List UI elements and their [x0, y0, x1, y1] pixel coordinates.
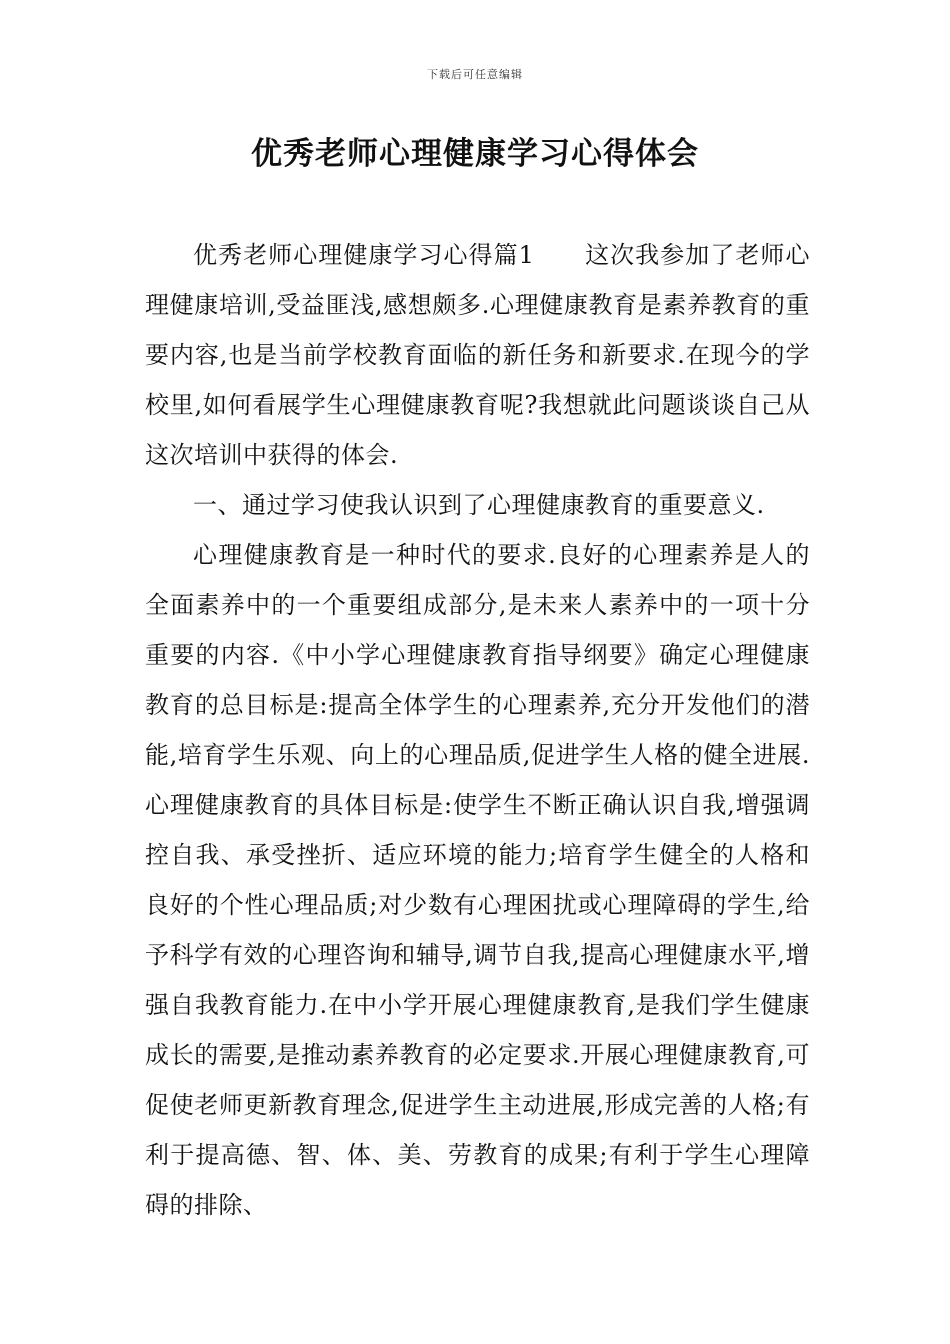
document-title: 优秀老师心理健康学习心得体会: [251, 136, 699, 172]
document-body: [145, 230, 810, 1230]
header-note: 下载后可任意编辑: [427, 68, 523, 81]
paragraph-section-heading: 一、通过学习使我认识到了心理健康教育的重要意义.: [193, 491, 765, 519]
paragraph-main: 心理健康教育是一种时代的要求.良好的心理素养是人的全面素养中的一个重要组成部分,是未来人素养中的一项十分重要的内容.《中小学心理健康教育指导纲要》确定心理健康教育的总目标是:提高全体学生的心理素养,充分开发他们的潜能,培育学生乐观、向上的心理品质,促进学生人格的健全进展.心理健康教育的具体目标是:使学生不断正确认识自我,增强调控自我、承受挫折、适应环境的能力;培育学生健全的人格和良好的个性心理品质;对少数有心理困扰或心理障碍的学生,给予科学有效的心理咨询和辅导,调节自我,提高心理健康水平,增强自我教育能力.在中小学开展心理健康教育,是我们学生健康成长的需要,是推动素养教育的必定要求.开展心理健康教育,可促使老师更新教育理念,促进学生主动进展,形成完善的人格;有利于提高德、智、体、美、劳教育的成果;有利于学生心理障碍的排除、: [145, 541, 810, 1219]
paragraph-intro: 优秀老师心理健康学习心得篇1 这次我参加了老师心理健康培训,受益匪浅,感想颇多.心理健康教育是素养教育的重要内容,也是当前学校教育面临的新任务和新要求.在现今的学校里,如何看展学生心理健康教育呢?我想就此问题谈谈自己从这次培训中获得的体会.: [145, 241, 810, 469]
